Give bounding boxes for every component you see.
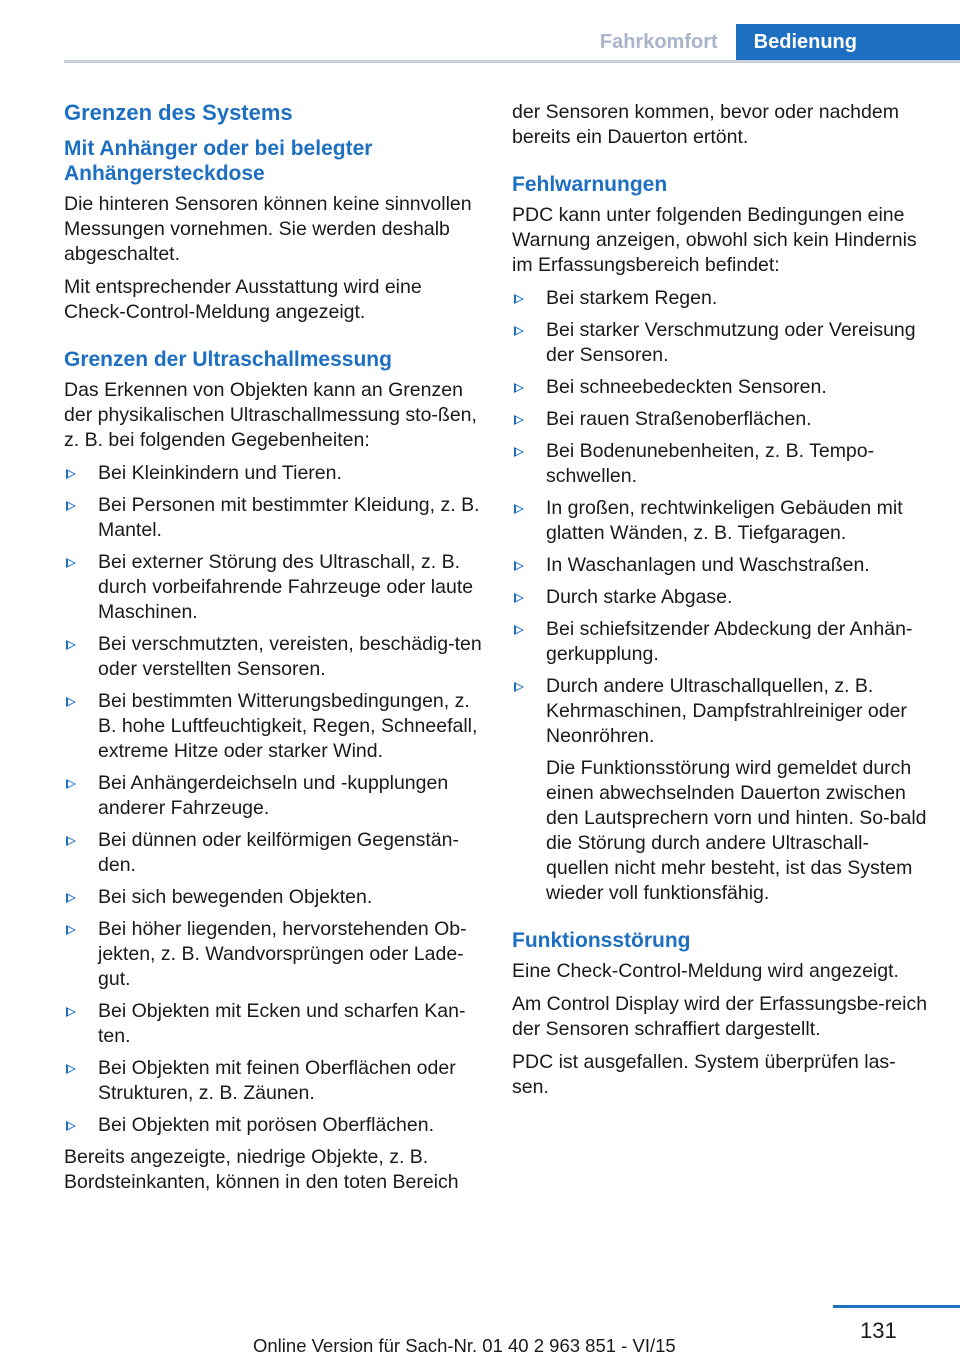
triangle-bullet-icon bbox=[66, 836, 76, 846]
list-item: In Waschanlagen und Waschstraßen. bbox=[512, 553, 930, 578]
triangle-bullet-icon bbox=[514, 625, 524, 635]
triangle-bullet-icon bbox=[514, 294, 524, 304]
paragraph: Eine Check-Control-Meldung wird angezeigt. bbox=[512, 960, 899, 982]
list-item: Bei sich bewegenden Objekten. bbox=[64, 885, 484, 910]
list-item: Bei schneebedeckten Sensoren. bbox=[512, 375, 930, 400]
list-item: Bei starker Verschmutzung oder Vereisung der Sensoren. bbox=[512, 318, 930, 368]
list-item: Bei Personen mit bestimmter Kleidung, z. B. Mantel. bbox=[64, 493, 484, 543]
list-item: Bei Kleinkindern und Tieren. bbox=[64, 461, 484, 486]
triangle-bullet-icon bbox=[66, 925, 76, 935]
triangle-bullet-icon bbox=[66, 779, 76, 789]
false-warnings-list bbox=[512, 286, 930, 749]
triangle-bullet-icon bbox=[514, 383, 524, 393]
triangle-bullet-icon bbox=[66, 558, 76, 568]
footer-divider bbox=[833, 1305, 960, 1308]
paragraph: PDC kann unter folgenden Bedingungen eine Warnung anzeigen, obwohl sich kein Hindernis im Erfassungsbereich befindet: bbox=[512, 204, 917, 276]
list-item: Bei Objekten mit porösen Oberflächen. bbox=[64, 1113, 484, 1138]
left-column bbox=[64, 100, 484, 1203]
paragraph: Am Control Display wird der Erfassungsbe-reich der Sensoren schraffiert dargestellt. bbox=[512, 993, 928, 1040]
paragraph: Bereits angezeigte, niedrige Objekte, z. B. Bordsteinkanten, können in den toten Bereich bbox=[64, 1146, 459, 1193]
paragraph: Die hinteren Sensoren können keine sinnvollen Messungen vornehmen. Sie werden deshalb abgeschaltet. bbox=[64, 193, 472, 265]
section-tab-bedienung: Bedienung bbox=[736, 24, 960, 62]
list-item: Bei rauen Straßenoberflächen. bbox=[512, 407, 930, 432]
paragraph: Das Erkennen von Objekten kann an Grenzen der physikalischen Ultraschallmessung sto-ßen, z. B. bei folgenden Gegebenheiten: bbox=[64, 379, 477, 451]
triangle-bullet-icon bbox=[514, 593, 524, 603]
triangle-bullet-icon bbox=[514, 504, 524, 514]
triangle-bullet-icon bbox=[66, 893, 76, 903]
triangle-bullet-icon bbox=[514, 682, 524, 692]
list-item: Bei verschmutzten, vereisten, beschädig-ten oder verstellten Sensoren. bbox=[64, 632, 484, 682]
subsection-title-trailer: Mit Anhänger oder bei belegter Anhängersteckdose bbox=[64, 137, 373, 185]
list-item: Bei bestimmten Witterungsbedingungen, z. B. hohe Luftfeuchtigkeit, Regen, Schneefall, extreme Hitze oder starker Wind. bbox=[64, 689, 484, 764]
header-divider bbox=[64, 60, 960, 63]
list-item: Bei dünnen oder keilförmigen Gegenstän-den. bbox=[64, 828, 484, 878]
triangle-bullet-icon bbox=[66, 640, 76, 650]
section-title: Grenzen des Systems bbox=[64, 100, 293, 125]
right-column bbox=[512, 100, 930, 1108]
triangle-bullet-icon bbox=[514, 561, 524, 571]
list-item: Bei externer Störung des Ultraschall, z. B. durch vorbeifahrende Fahrzeuge oder laute Maschinen. bbox=[64, 550, 484, 625]
list-item: Bei Bodenunebenheiten, z. B. Tempo-schwellen. bbox=[512, 439, 930, 489]
triangle-bullet-icon bbox=[514, 415, 524, 425]
subsection-title-ultrasonic: Grenzen der Ultraschallmessung bbox=[64, 348, 392, 371]
list-item: Bei schiefsitzender Abdeckung der Anhän-gerkupplung. bbox=[512, 617, 930, 667]
triangle-bullet-icon bbox=[66, 1064, 76, 1074]
triangle-bullet-icon bbox=[66, 697, 76, 707]
page-header bbox=[582, 24, 960, 62]
triangle-bullet-icon bbox=[66, 501, 76, 511]
list-item: Bei höher liegenden, hervorstehenden Ob-jekten, z. B. Wandvorsprüngen oder Lade-gut. bbox=[64, 917, 484, 992]
paragraph: Mit entsprechender Ausstattung wird eine Check-Control-Meldung angezeigt. bbox=[64, 276, 422, 323]
list-item: Bei Objekten mit feinen Oberflächen oder Strukturen, z. B. Zäunen. bbox=[64, 1056, 484, 1106]
list-item: Durch andere Ultraschallquellen, z. B. Kehrmaschinen, Dampfstrahlreiniger oder Neonröhren. bbox=[512, 674, 930, 749]
note-paragraph: Die Funktionsstörung wird gemeldet durch einen abwechselnden Dauerton zwischen den Lautsprechern vorn und hinten. So-bald die Störung durch andere Ultraschall-quellen nicht mehr besteht, ist das System wieder voll funktionsfähig. bbox=[546, 757, 927, 904]
paragraph: der Sensoren kommen, bevor oder nachdem bereits ein Dauerton ertönt. bbox=[512, 101, 899, 148]
triangle-bullet-icon bbox=[66, 1121, 76, 1131]
list-item: Bei starkem Regen. bbox=[512, 286, 930, 311]
limitations-list bbox=[64, 461, 484, 1138]
triangle-bullet-icon bbox=[514, 326, 524, 336]
list-item: Bei Anhängerdeichseln und -kupplungen anderer Fahrzeuge. bbox=[64, 771, 484, 821]
list-item: In großen, rechtwinkeligen Gebäuden mit glatten Wänden, z. B. Tiefgaragen. bbox=[512, 496, 930, 546]
page-number: 131 bbox=[860, 1318, 897, 1343]
triangle-bullet-icon bbox=[66, 469, 76, 479]
section-tab-fahrkomfort: Fahrkomfort bbox=[599, 31, 718, 53]
online-version-note: Online Version für Sach-Nr. 01 40 2 963 851 - VI/15 bbox=[253, 1335, 676, 1356]
subsection-title-false-warnings: Fehlwarnungen bbox=[512, 173, 668, 196]
paragraph: PDC ist ausgefallen. System überprüfen las-sen. bbox=[512, 1051, 896, 1098]
list-item: Bei Objekten mit Ecken und scharfen Kan-ten. bbox=[64, 999, 484, 1049]
triangle-bullet-icon bbox=[66, 1007, 76, 1017]
subsection-title-malfunction: Funktionsstörung bbox=[512, 929, 691, 952]
list-item: Durch starke Abgase. bbox=[512, 585, 930, 610]
triangle-bullet-icon bbox=[514, 447, 524, 457]
